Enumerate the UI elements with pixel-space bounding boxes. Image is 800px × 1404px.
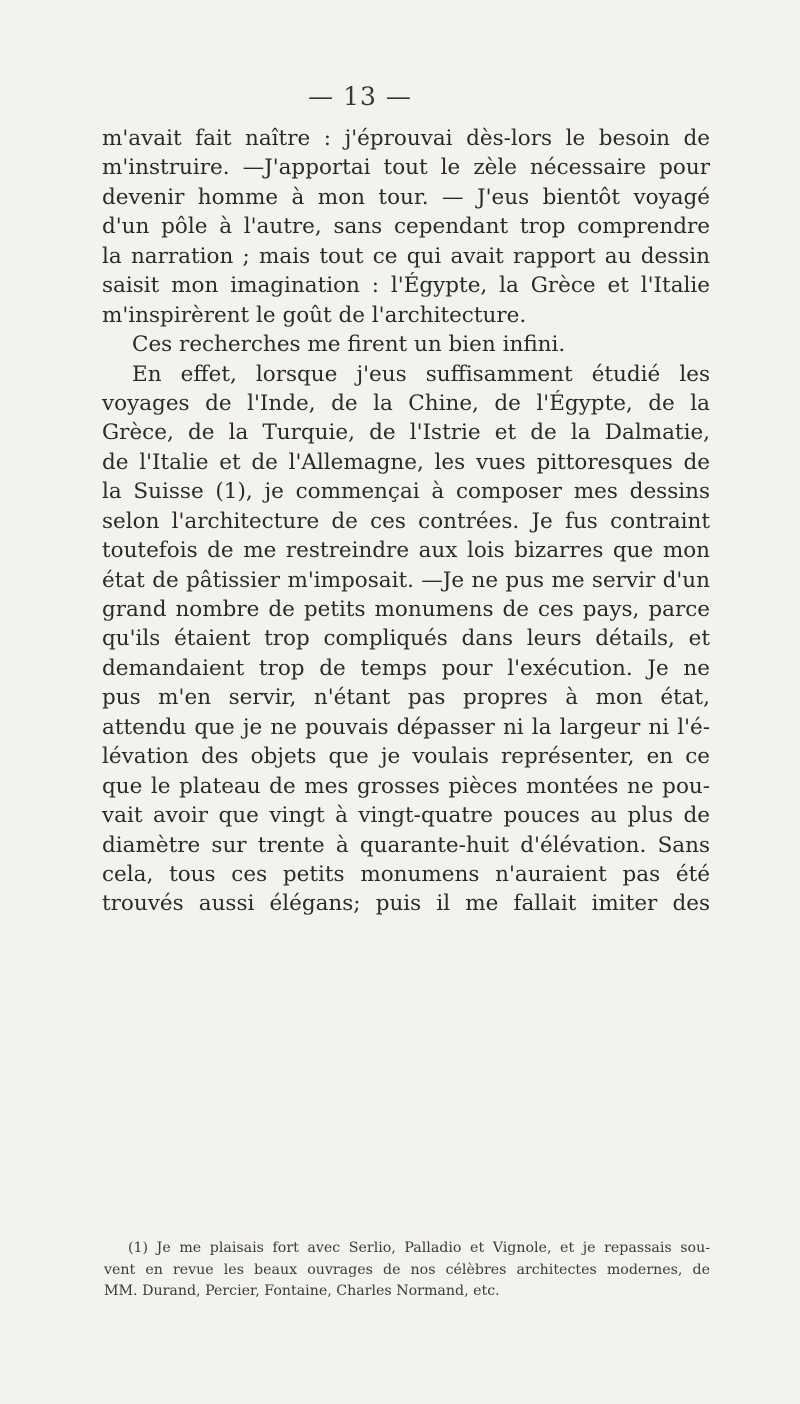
text-line: toutefois de me restreindre aux lois bizarres que mon (102, 538, 710, 564)
text-line: vait avoir que vingt à vingt-quatre pouces au plus de (102, 803, 710, 829)
footnote-line: (1) Je me plaisais fort avec Serlio, Palladio et Vignole, et je repassais sou- (128, 1240, 710, 1256)
text-line: Ces recherches me firent un bien infini. (132, 332, 566, 358)
footnote-line: vent en revue les beaux ouvrages de nos célèbres architectes modernes, de (104, 1261, 710, 1278)
text-line: saisit mon imagination : l'Égypte, la Grèce et l'Italie (102, 273, 710, 299)
main-text (102, 124, 710, 919)
text-line: selon l'architecture de ces contrées. Je fus contraint (102, 508, 710, 534)
text-line: demandaient trop de temps pour l'exécution. Je ne (102, 655, 710, 681)
text-line: voyages de l'Inde, de la Chine, de l'Égypte, de la (102, 390, 710, 416)
text-line: cela, tous ces petits monumens n'auraient pas été (102, 861, 710, 887)
page-number-header: — 13 — (308, 82, 412, 111)
text-line: m'inspirèrent le goût de l'architecture. (102, 302, 527, 328)
text-line: lévation des objets que je voulais représenter, en ce (102, 744, 710, 770)
text-line: grand nombre de petits monumens de ces pays, parce (102, 597, 710, 622)
text-line: que le plateau de mes grosses pièces montées ne pou- (102, 773, 710, 799)
text-line: m'instruire. —J'apportai tout le zèle nécessaire pour (102, 155, 710, 181)
text-line: état de pâtissier m'imposait. —Je ne pus me servir d'un (102, 567, 710, 593)
text-line: m'avait fait naître : j'éprouvai dès-lors le besoin de (102, 126, 710, 151)
text-line: attendu que je ne pouvais dépasser ni la largeur ni l'é- (102, 714, 710, 740)
text-line: d'un pôle à l'autre, sans cependant trop comprendre (102, 214, 710, 240)
text-line: la narration ; mais tout ce qui avait rapport au dessin (102, 243, 710, 269)
footnote (104, 1238, 710, 1303)
text-line: la Suisse (1), je commençai à composer mes dessins (102, 479, 710, 505)
text-line: diamètre sur trente à quarante-huit d'élévation. Sans (102, 832, 710, 858)
text-line: qu'ils étaient trop compliqués dans leurs détails, et (102, 626, 710, 652)
text-line: Grèce, de la Turquie, de l'Istrie et de la Dalmatie, (102, 420, 710, 446)
text-line: devenir homme à mon tour. — J'eus bientôt voyagé (102, 184, 710, 210)
text-line: En effet, lorsque j'eus suffisamment étudié les (132, 361, 710, 387)
text-line: de l'Italie et de l'Allemagne, les vues pittoresques de (102, 449, 710, 475)
footnote-line: MM. Durand, Percier, Fontaine, Charles Normand, etc. (104, 1283, 500, 1299)
text-line: trouvés aussi élégans; puis il me fallait imiter des (102, 891, 710, 917)
text-line: pus m'en servir, n'étant pas propres à mon état, (102, 685, 710, 711)
